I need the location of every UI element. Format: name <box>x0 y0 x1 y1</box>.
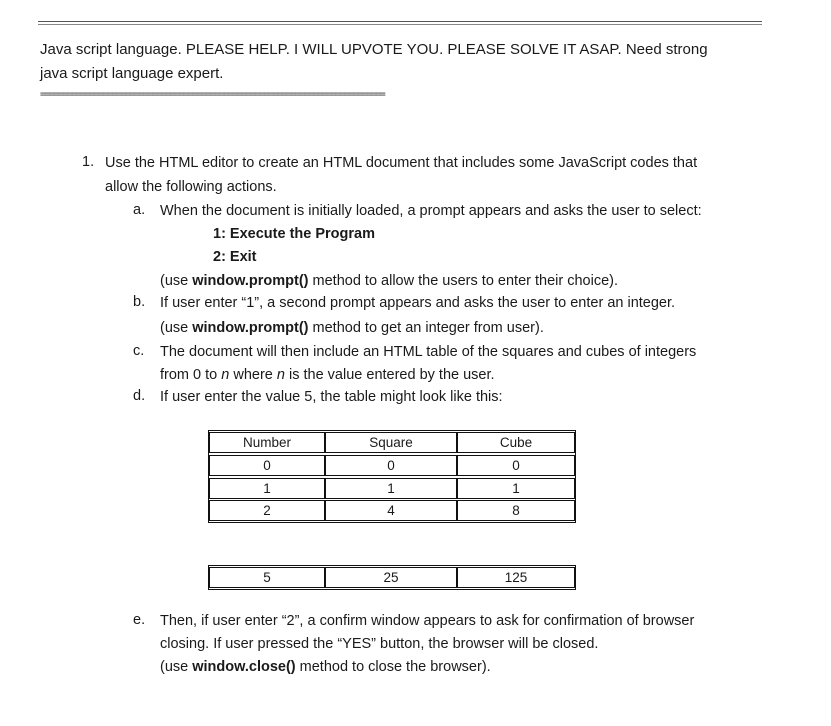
item-b-note-post: method to get an integer from user). <box>308 320 544 336</box>
option-exit: 2: Exit <box>213 249 257 265</box>
table-cell: 1 <box>325 478 457 499</box>
table-row <box>209 500 575 521</box>
item-e-note <box>160 658 491 676</box>
table-cell: 0 <box>457 455 575 476</box>
item-c-marker: c. <box>133 343 145 359</box>
item-b-marker: b. <box>133 294 146 310</box>
question-line-2: allow the following actions. <box>105 179 277 195</box>
item-b-text: If user enter “1”, a second prompt appears and asks the user to enter an integer. <box>160 295 676 311</box>
table-cell: 25 <box>325 567 457 588</box>
item-d-text: If user enter the value 5, the table might look like this: <box>160 389 503 405</box>
item-e-note-code: window.close() <box>192 659 296 675</box>
intro-line-2: java script language expert. <box>40 65 224 82</box>
item-c-n2: n <box>276 367 285 383</box>
item-b-note-pre: (use <box>160 320 193 336</box>
table-row <box>209 455 575 476</box>
item-e-line-1: Then, if user enter “2”, a confirm window appears to ask for confirmation of browser <box>160 613 695 629</box>
item-b-note-code: window.prompt() <box>192 320 309 336</box>
item-e-marker: e. <box>133 612 146 628</box>
table-row <box>209 478 575 499</box>
header-cube: Cube <box>457 432 575 453</box>
item-a-note-code: window.prompt() <box>192 273 309 289</box>
top-rule <box>38 21 762 22</box>
item-e-note-post: method to close the browser). <box>295 659 491 675</box>
table-cell: 1 <box>209 478 325 499</box>
item-c-n1: n <box>221 367 230 383</box>
table-cell: 1 <box>457 478 575 499</box>
item-d-marker: d. <box>133 388 146 404</box>
table-header-row <box>209 432 575 453</box>
table-cell: 5 <box>209 567 325 588</box>
item-a-note-pre: (use <box>160 273 193 289</box>
item-e-line-2: closing. If user pressed the “YES” button, the browser will be closed. <box>160 636 599 652</box>
header-square: Square <box>325 432 457 453</box>
intro-line-1: Java script language. PLEASE HELP. I WILL UPVOTE YOU. PLEASE SOLVE IT ASAP. Need strong <box>40 41 708 58</box>
question-number: 1. <box>82 154 95 170</box>
question-line-1: Use the HTML editor to create an HTML document that includes some JavaScript codes that <box>105 155 698 171</box>
option-execute: 1: Execute the Program <box>213 226 375 242</box>
item-a-text: When the document is initially loaded, a prompt appears and asks the user to select: <box>160 203 702 219</box>
item-c-pre: from 0 to <box>160 367 222 383</box>
item-a-marker: a. <box>133 202 146 218</box>
table-cell: 8 <box>457 500 575 521</box>
intro-text <box>40 38 780 86</box>
item-c-text: The document will then include an HTML table of the squares and cubes of integers <box>160 344 697 360</box>
item-c-line-2 <box>160 366 495 384</box>
table-cell: 0 <box>209 455 325 476</box>
table-cell: 0 <box>325 455 457 476</box>
table-last-row <box>209 567 575 588</box>
item-c-post: is the value entered by the user. <box>284 367 495 383</box>
separator-line: ============================================================================= <box>40 89 385 100</box>
item-a-note <box>160 272 618 290</box>
item-e-note-pre: (use <box>160 659 193 675</box>
item-c-mid: where <box>229 367 277 383</box>
table-cell: 125 <box>457 567 575 588</box>
item-a-note-post: method to allow the users to enter their choice). <box>308 273 618 289</box>
top-rule-secondary <box>38 24 762 25</box>
item-b-note <box>160 319 544 337</box>
table-cell: 2 <box>209 500 325 521</box>
table-cell: 4 <box>325 500 457 521</box>
header-number: Number <box>209 432 325 453</box>
